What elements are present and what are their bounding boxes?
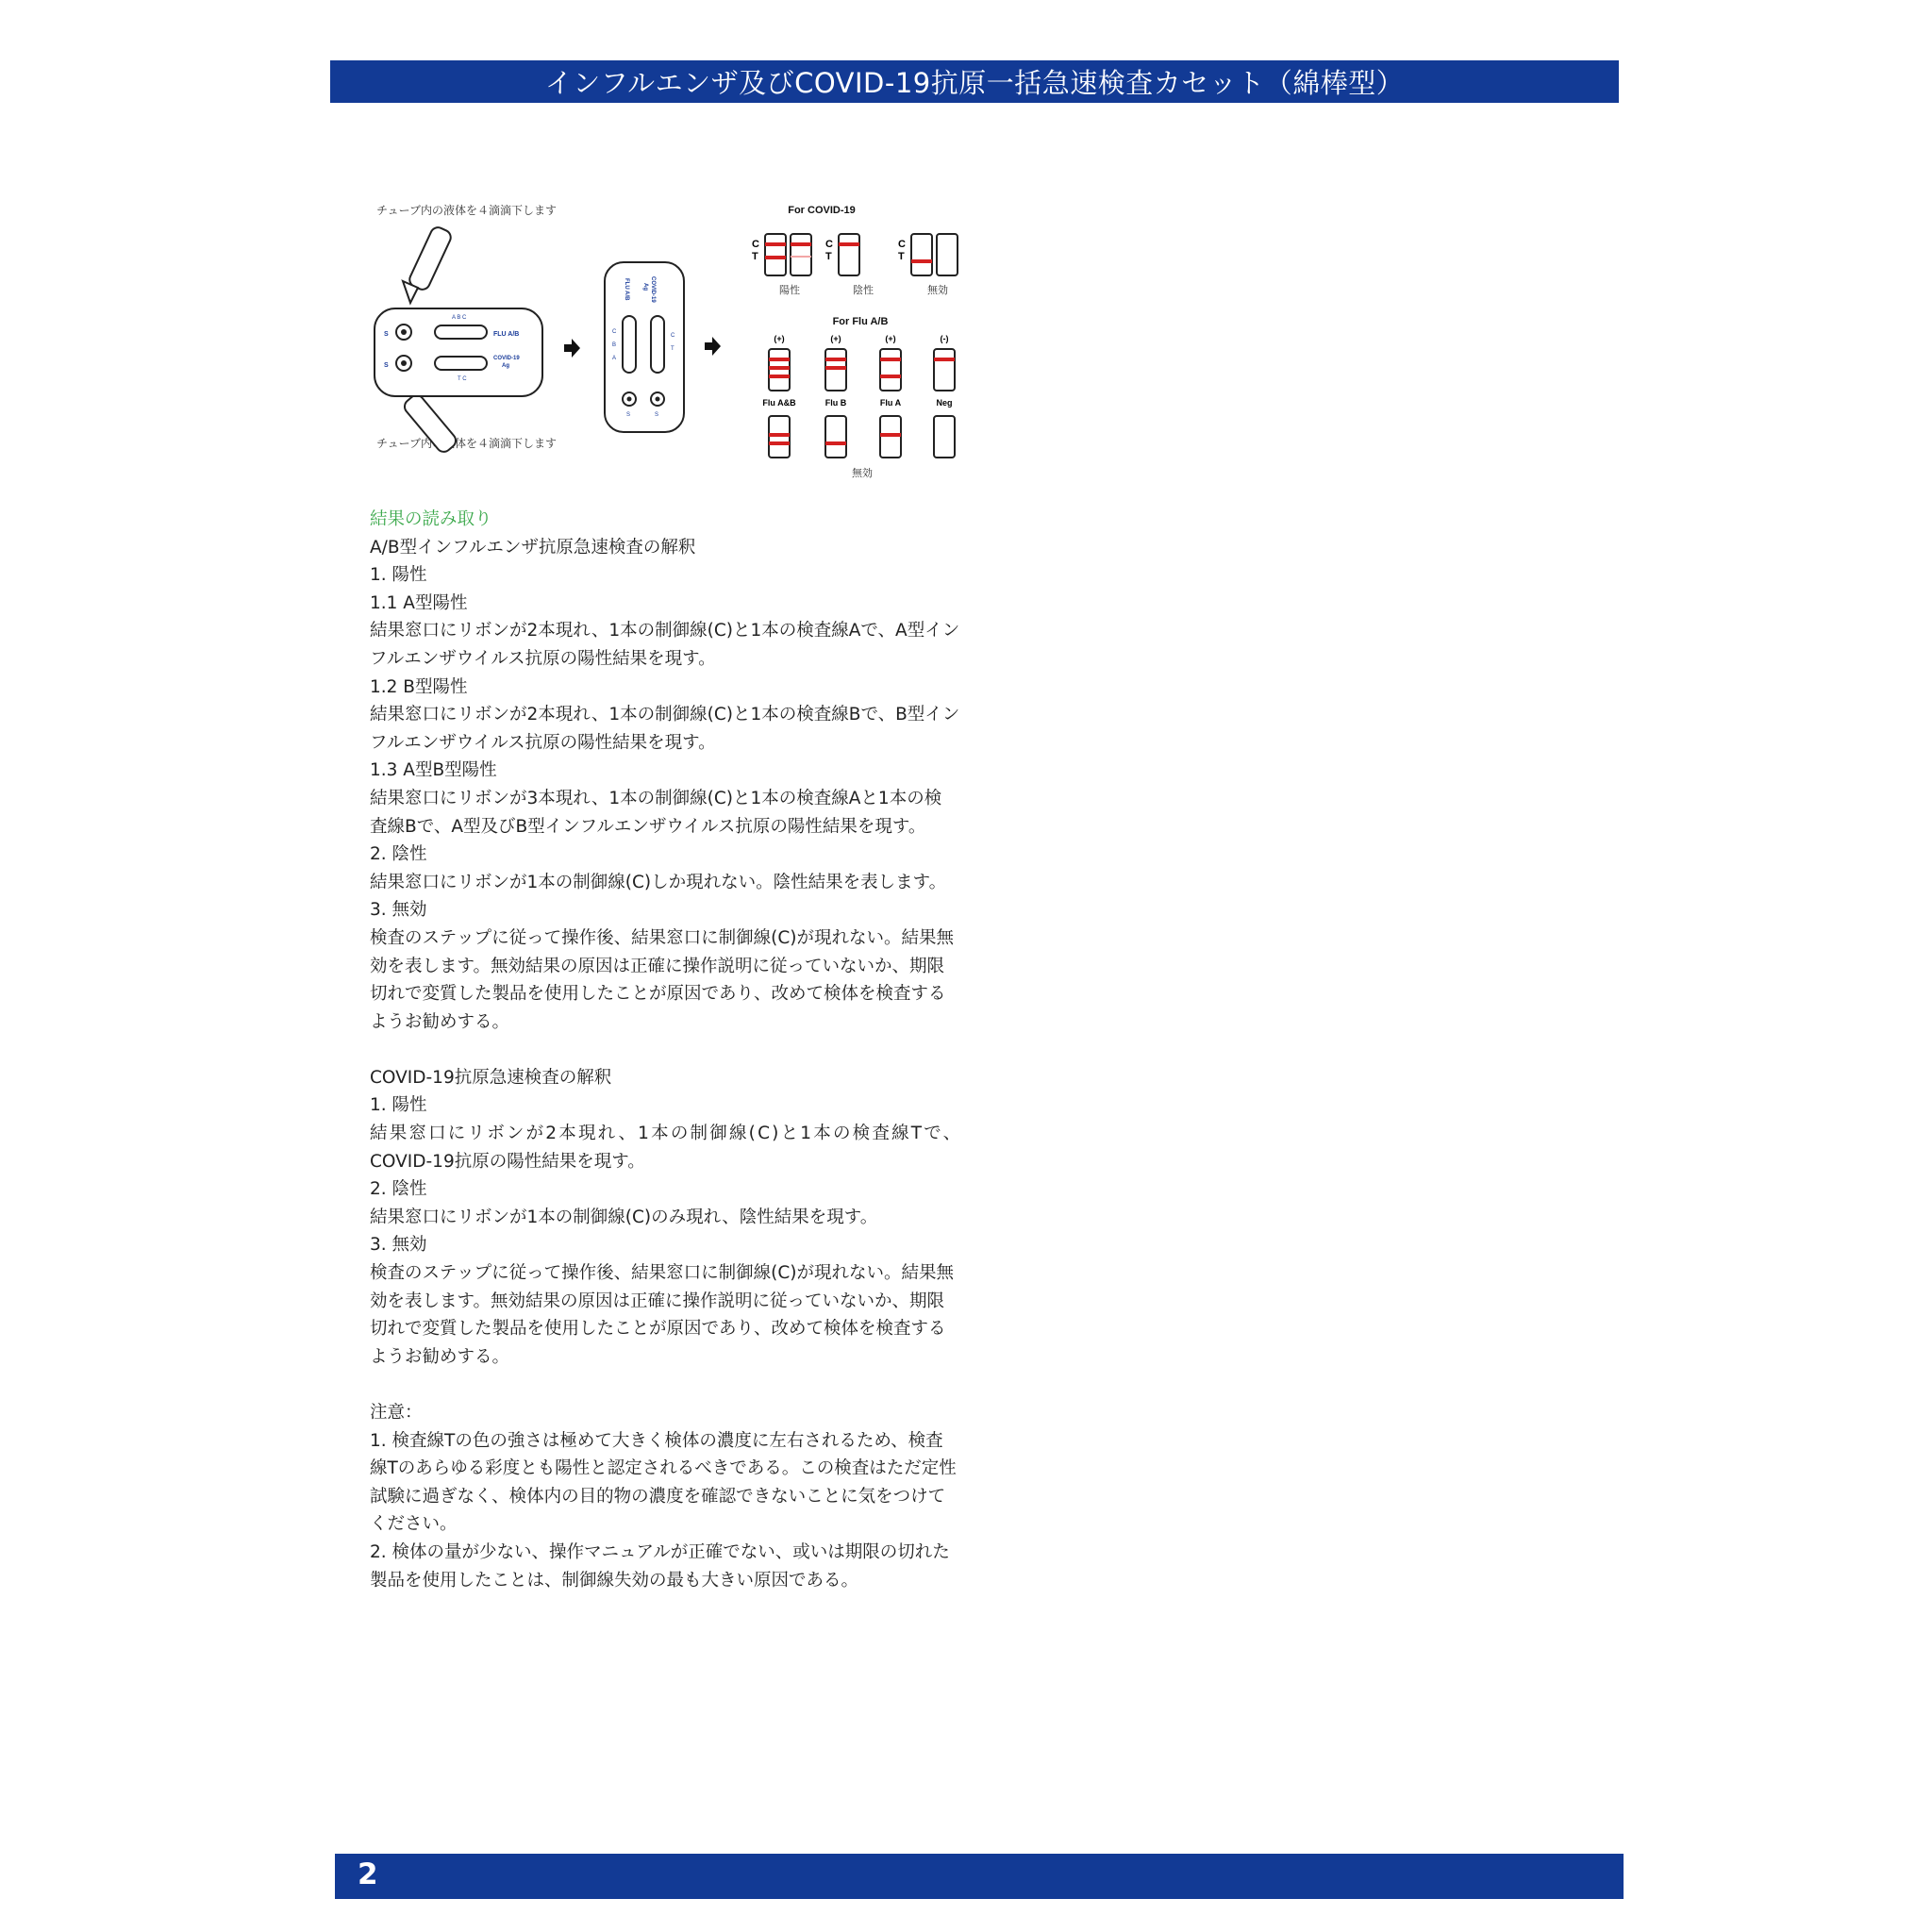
flu-positive-title: 1. 陽性	[370, 565, 427, 586]
document-title: インフルエンザ及びCOVID-19抗原一括急速検査カセット（綿棒型）	[544, 67, 1405, 99]
note-text: 2. 検体の量が少ない、操作マニュアルが正確でない、或いは期限の切れた	[370, 1541, 950, 1562]
flu-strip-invalid-2	[825, 416, 846, 458]
covid-positive-text: COVID-19抗原の陽性結果を現す。	[370, 1151, 645, 1172]
flu-ab-text: 査線Bで、A型及びB型インフルエンザウイルス抗原の陽性結果を現す。	[370, 816, 926, 837]
covid-invalid-title: 3. 無効	[370, 1235, 427, 1256]
flu-b-title: 1.2 B型陽性	[370, 676, 468, 697]
flu-invalid-title: 3. 無効	[370, 900, 427, 921]
cassette-v-c2-label: C	[671, 333, 675, 339]
section-heading: 結果の読み取り	[370, 509, 492, 529]
covid-positive-title: 1. 陽性	[370, 1095, 427, 1116]
flu-a-text: 結果窓口にリボンが2本現れ、1本の制御線(C)と1本の検査線Aで、A型イン	[370, 621, 960, 641]
flu-result-label: Flu B	[824, 398, 847, 408]
note-text: 1. 検査線Tの色の強さは極めて大きく検体の濃度に左右されるため、検査	[370, 1430, 943, 1451]
arrow-right-icon	[564, 339, 580, 358]
covid-strip-invalid	[898, 234, 958, 275]
covid-result-invalid: 無効	[927, 285, 948, 296]
flu-panel-title: For Flu A/B	[832, 316, 889, 327]
cassette-v-ag-label: Ag	[642, 283, 648, 291]
strip-c-label: C	[825, 239, 833, 250]
flu-strip-ab-positive	[769, 349, 790, 391]
flu-sign: (-)	[940, 334, 949, 343]
strip-t-label: T	[825, 251, 832, 262]
note-text: 試験に過ぎなく、検体内の目的物の濃度を確認できないことに気をつけて	[370, 1486, 946, 1507]
covid-result-negative: 陰性	[853, 285, 874, 296]
flu-strip-a-positive	[880, 349, 901, 391]
footer-bar	[335, 1854, 1624, 1899]
covid-section-title: COVID-19抗原急速検査の解釈	[370, 1067, 612, 1088]
covid-strip-negative	[825, 234, 859, 275]
flu-sign: (+)	[885, 334, 896, 343]
covid-invalid-text: 検査のステップに従って操作後、結果窓口に制御線(C)が現れない。結果無	[370, 1263, 954, 1284]
strip-c-label: C	[898, 239, 906, 250]
header-bar	[330, 60, 1619, 103]
covid-invalid-text: 切れで変質した製品を使用したことが原因であり、改めて検体を検査する	[370, 1319, 946, 1340]
cassette-v-c-label: C	[612, 329, 617, 335]
flu-strip-invalid-4	[934, 416, 955, 458]
covid-invalid-text: ようお勧めする。	[370, 1346, 510, 1367]
strip-c-label: C	[752, 239, 759, 250]
strip-t-label: T	[752, 251, 758, 262]
covid-negative-text: 結果窓口にリボンが1本の制御線(C)のみ現れ、陰性結果を現す。	[370, 1207, 878, 1227]
flu-a-text: フルエンザウイルス抗原の陽性結果を現す。	[370, 648, 716, 669]
covid-invalid-text: 効を表します。無効結果の原因は正確に操作説明に従っていないか、期限	[370, 1291, 945, 1311]
flu-strip-invalid-3	[880, 416, 901, 458]
flu-negative-title: 2. 陰性	[370, 844, 427, 865]
cassette-ag-label: Ag	[502, 363, 509, 369]
flu-a-title: 1.1 A型陽性	[370, 592, 468, 613]
cassette-s-label: S	[384, 362, 389, 369]
flu-strip-b-positive	[825, 349, 846, 391]
cassette-v-s2-label: S	[655, 412, 659, 418]
cassette-abc-label: A B C	[452, 315, 467, 321]
flu-result-label: Flu A	[879, 398, 902, 408]
instruction-top: チューブ内の液体を４滴滴下します	[376, 204, 558, 217]
covid-strip-positive	[752, 234, 811, 275]
cassette-v-flu-label: FLU A/B	[624, 278, 629, 301]
flu-sign: (+)	[774, 334, 785, 343]
procedure-figure	[363, 193, 967, 499]
cassette-v-s-label: S	[626, 412, 631, 418]
cassette-tc-label: T C	[458, 376, 467, 382]
flu-ab-title: 1.3 A型B型陽性	[370, 760, 497, 781]
cassette-s-label: S	[384, 331, 389, 338]
instruction-bottom: チューブ内の液体を４滴滴下します	[376, 437, 558, 450]
note-text: 製品を使用したことは、制御線失効の最も大きい原因である。	[370, 1570, 859, 1591]
flu-section-title: A/B型インフルエンザ抗原急速検査の解釈	[370, 537, 696, 558]
flu-result-label: Flu A&B	[762, 398, 796, 408]
cassette-horizontal	[375, 308, 542, 396]
flu-negative-text: 結果窓口にリボンが1本の制御線(C)しか現れない。陰性結果を表します。	[370, 872, 947, 892]
notes-title: 注意：	[370, 1403, 423, 1423]
strip-t-label: T	[898, 251, 905, 262]
flu-ab-text: 結果窓口にリボンが3本現れ、1本の制御線(C)と1本の検査線Aと1本の検	[370, 788, 942, 808]
cassette-flu-label: FLU A/B	[493, 331, 520, 338]
covid-result-positive: 陽性	[779, 285, 800, 296]
cassette-v-covid-label: COVID-19	[650, 276, 656, 303]
flu-result-label: Neg	[936, 398, 953, 408]
flu-invalid-label: 無効	[852, 468, 873, 479]
flu-strip-invalid-1	[769, 416, 790, 458]
dropper-top-icon	[402, 225, 453, 320]
cassette-covid-label: COVID-19	[493, 356, 520, 361]
cassette-v-t-label: T	[671, 346, 675, 352]
cassette-v-a-label: A	[612, 356, 617, 361]
cassette-vertical	[605, 262, 684, 432]
note-text: 線Tのあらゆる彩度とも陽性と認定されるべきである。この検査はただ定性	[370, 1458, 957, 1479]
flu-b-text: 結果窓口にリボンが2本現れ、1本の制御線(C)と1本の検査線Bで、B型イン	[370, 705, 960, 725]
page-number: 2	[358, 1857, 378, 1891]
interpretation-content	[370, 506, 983, 1594]
covid-positive-text: 結果窓口にリボンが2本現れ、1本の制御線(C)と1本の検査線Tで、	[370, 1124, 963, 1144]
covid-negative-title: 2. 陰性	[370, 1179, 427, 1200]
covid-panel-title: For COVID-19	[788, 205, 856, 216]
flu-invalid-text: 検査のステップに従って操作後、結果窓口に制御線(C)が現れない。結果無	[370, 927, 954, 948]
cassette-v-b-label: B	[612, 342, 617, 348]
flu-sign: (+)	[830, 334, 841, 343]
flu-invalid-text: ようお勧めする。	[370, 1011, 510, 1032]
flu-invalid-text: 効を表します。無効結果の原因は正確に操作説明に従っていないか、期限	[370, 956, 945, 976]
note-text: ください。	[370, 1514, 458, 1535]
flu-invalid-text: 切れで変質した製品を使用したことが原因であり、改めて検体を検査する	[370, 984, 946, 1005]
flu-strip-negative	[934, 349, 955, 391]
flu-b-text: フルエンザウイルス抗原の陽性結果を現す。	[370, 732, 716, 753]
arrow-right-icon	[705, 337, 721, 356]
